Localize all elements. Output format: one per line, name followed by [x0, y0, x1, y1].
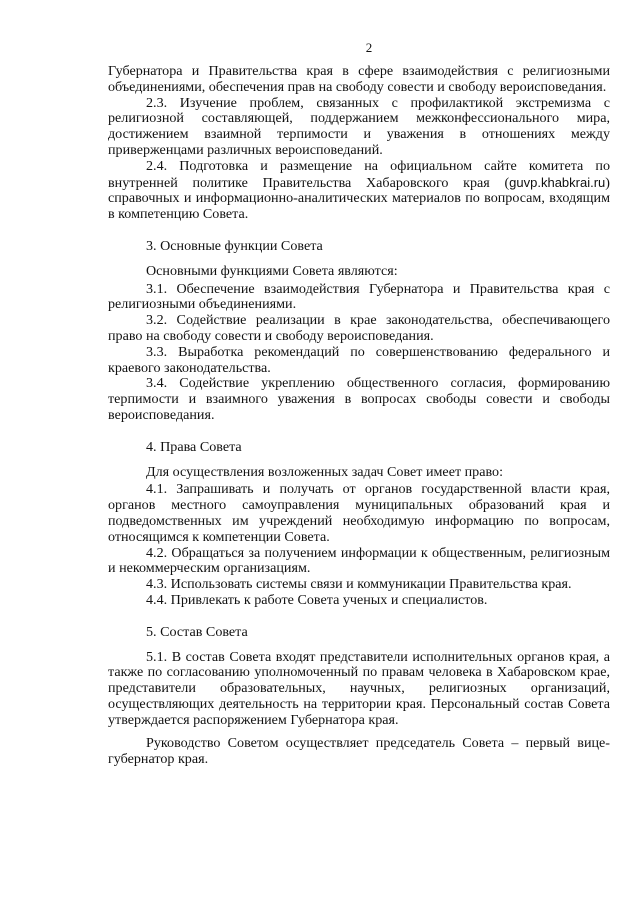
paragraph-4-4: 4.4. Привлекать к работе Совета ученых и специалистов.: [146, 591, 488, 608]
website-url: guvp.khabkrai.ru: [509, 174, 606, 190]
page-number: 2: [365, 40, 373, 55]
leadership-paragraph: Руководство Советом осуществляет председатель Совета – первый вице-губернатор края.: [108, 735, 610, 768]
paragraph-2-3: 2.3. Изучение проблем, связанных с профилактикой экстремизма с религиозной составляющей, поддержанием межконфессионального мира, достижением взаимной терпимости и уважения в отношениях между приверженцами различных вероисповеданий.: [108, 94, 610, 158]
paragraph-4-3: 4.3. Использовать системы связи и коммуникации Правительства края.: [146, 576, 572, 593]
paragraph-3-4: 3.4. Содействие укреплению общественного согласия, формированию терпимости и взаимного уважения в вопросах свободы совести и свободы вероисповедания.: [108, 375, 610, 423]
section-4-heading: 4. Права Совета: [146, 438, 242, 455]
section-3-lead: Основными функциями Совета являются:: [146, 262, 398, 279]
intro-continuation: Губернатора и Правительства края в сфере взаимодействия с религиозными объединениями, обеспечения прав на свободу совести и свободу вероисповедания.: [108, 63, 610, 95]
paragraph-2-4-text-before: 2.4. Подготовка и размещение на официальном сайте комитета по внутренней политике Правительства Хабаровского края (: [108, 157, 610, 191]
paragraph-4-2: 4.2. Обращаться за получением информации к общественным, религиозным и некоммерческим организациям.: [108, 544, 610, 577]
paragraph-3-3: 3.3. Выработка рекомендаций по совершенствованию федерального и краевого законодательства.: [108, 343, 610, 376]
paragraph-4-1: 4.1. Запрашивать и получать от органов государственной власти края, органов местного самоуправления муниципальных образований края и подведомственных им учреждений необходимую информацию по вопросам, относящимся к компетенции Совета.: [108, 481, 610, 545]
paragraph-3-2: 3.2. Содействие реализации в крае законодательства, обеспечивающего право на свободу совести и свободу вероисповедания.: [108, 312, 610, 344]
section-4-lead: Для осуществления возложенных задач Совет имеет право:: [146, 463, 503, 480]
paragraph-3-1: 3.1. Обеспечение взаимодействия Губернатора и Правительства края с религиозными объединениями.: [108, 280, 610, 313]
section-3-heading: 3. Основные функции Совета: [146, 237, 323, 254]
paragraph-2-4: [108, 159, 610, 223]
paragraph-2-4-text-after: ) справочных и информационно-аналитических материалов по вопросам, входящим в компетенцию Совета.: [108, 174, 610, 223]
section-5-heading: 5. Состав Совета: [146, 623, 248, 640]
paragraph-5-1: 5.1. В состав Совета входят представители исполнительных органов края, а также по согласованию уполномоченный по правам человека в Хабаровском крае, представители образовательных, научных, религиозных организаций, осуществляющих деятельность на территории края. Персональный состав Совета утверждается распоряжением Губернатора края.: [108, 648, 610, 728]
document-page: [108, 40, 610, 768]
